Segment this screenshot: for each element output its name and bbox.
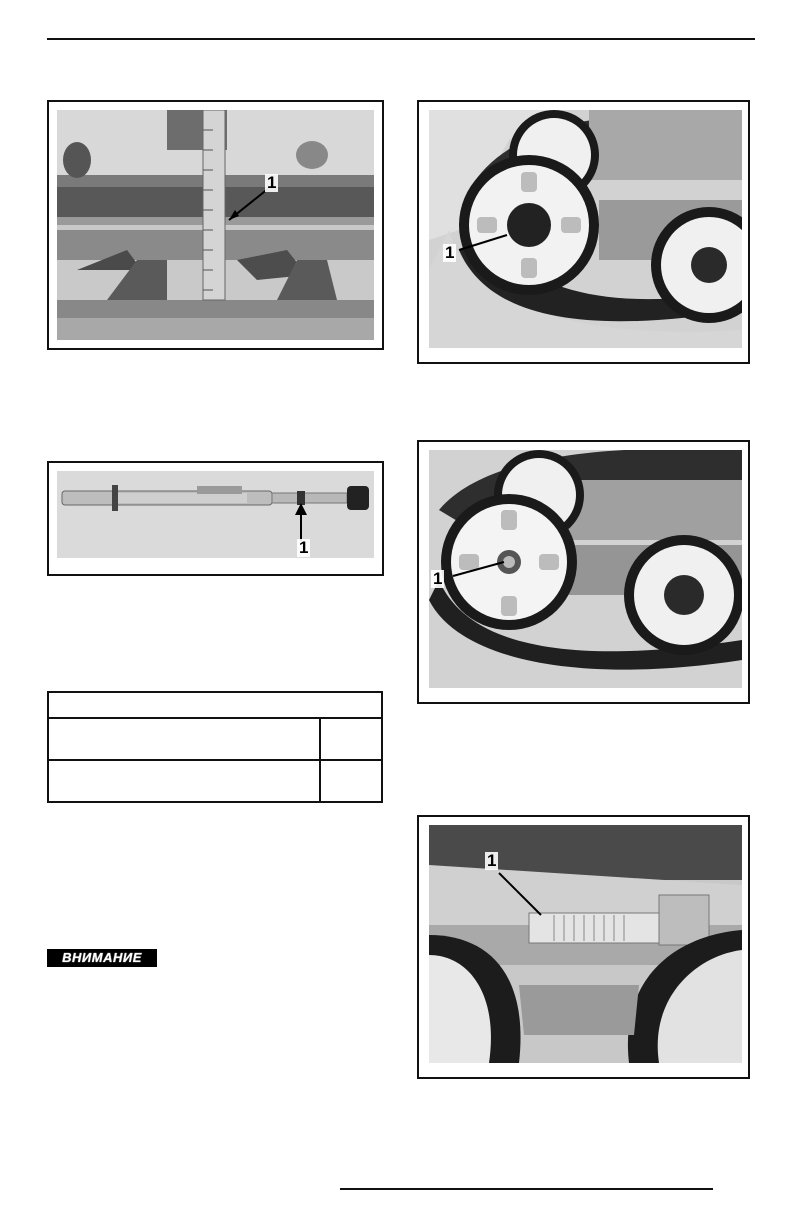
photo-wheel-bolt	[429, 450, 742, 688]
header-rule	[47, 38, 755, 40]
callout-number: 1	[433, 569, 443, 588]
photo-ruler-measurement	[57, 110, 374, 340]
figure-ruler-measurement	[47, 100, 384, 350]
figure-adjustment-screw	[417, 815, 750, 1079]
spec-row-label	[48, 760, 320, 802]
figure-suspension-wheel	[417, 100, 750, 364]
callout-number: 1	[267, 173, 277, 192]
figure-wheel-bolt	[417, 440, 750, 704]
warning-badge: ВНИМАНИЕ	[47, 949, 157, 967]
figure-spring-scale	[47, 461, 384, 576]
photo-adjustment-screw	[429, 825, 742, 1063]
photo-spring-scale	[57, 471, 374, 558]
spec-row-value	[320, 718, 382, 760]
spec-table	[47, 691, 383, 803]
callout-number: 1	[487, 851, 497, 870]
photo-suspension-wheel	[429, 110, 742, 348]
footer-rule	[340, 1188, 713, 1190]
callout-number: 1	[445, 243, 455, 262]
callout-number: 1	[299, 538, 309, 557]
spec-row-label	[48, 718, 320, 760]
spec-row-value	[320, 760, 382, 802]
spec-table-header	[48, 692, 382, 718]
